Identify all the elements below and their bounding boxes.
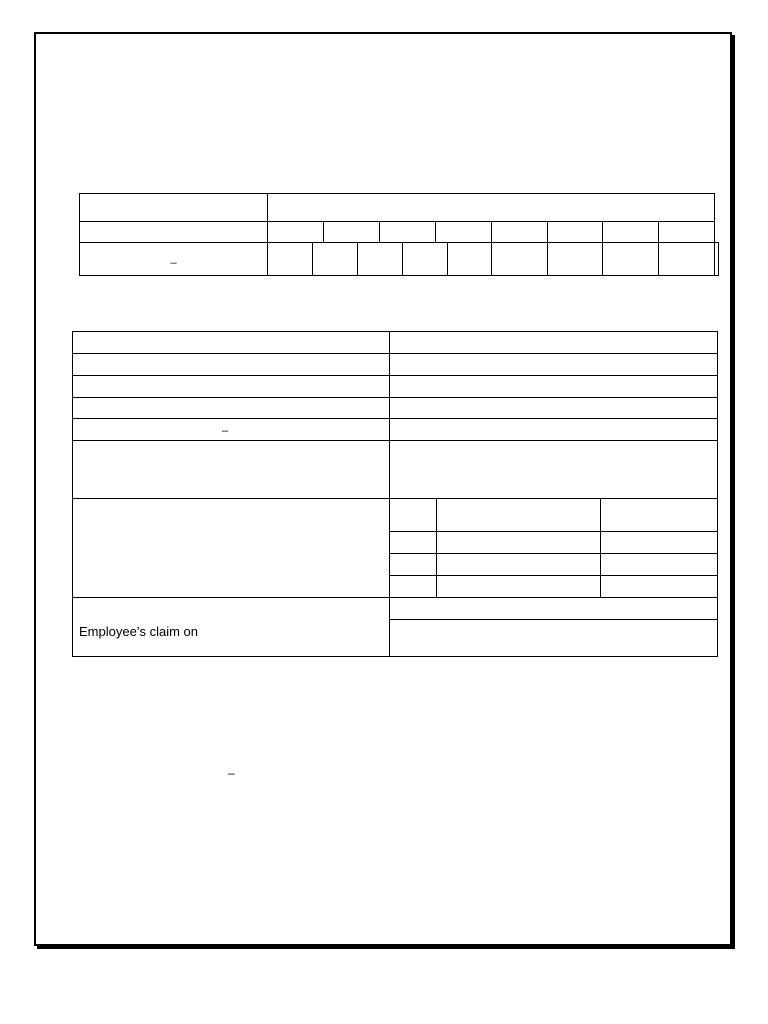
t2-sub-r4-c2 <box>437 576 601 598</box>
t1-r3-box-2 <box>313 243 358 276</box>
t2-sub-r1-c2 <box>437 499 601 532</box>
t2-sub-r1-c1 <box>390 499 437 532</box>
t2-sub-r4-c1 <box>390 576 437 598</box>
t2-r6-value <box>390 441 718 499</box>
t2-r3-label <box>73 376 390 398</box>
t1-r2-label-cell <box>80 222 268 243</box>
t2-sub-r1-c3 <box>601 499 718 532</box>
t1-r2-box-2 <box>324 222 380 243</box>
t2-sub-r2-c3 <box>601 532 718 554</box>
t2-r7-label <box>73 499 390 598</box>
t2-sub-r2-c1 <box>390 532 437 554</box>
t2-sub-r3-c3 <box>601 554 718 576</box>
details-table <box>72 331 718 657</box>
t1-r2-box-3 <box>380 222 436 243</box>
t2-r1-value <box>390 332 718 354</box>
t2-r5-label <box>73 419 390 441</box>
t1-r3-box-5 <box>448 243 492 276</box>
dash-mark: – <box>170 257 177 269</box>
t1-r3-box-6 <box>492 243 548 276</box>
t1-r2-box-4 <box>436 222 492 243</box>
t1-r3-box-4 <box>403 243 448 276</box>
employee-claim-label: Employee’s claim on <box>73 598 390 657</box>
t2-sub-r2-c2 <box>437 532 601 554</box>
t1-r1-value-cell <box>268 194 715 222</box>
t2-sub-r4-c3 <box>601 576 718 598</box>
t1-r3-box-7 <box>548 243 603 276</box>
t2-r1-label <box>73 332 390 354</box>
t2-claim-value-1 <box>390 598 718 620</box>
t2-sub-r3-c1 <box>390 554 437 576</box>
t1-r2-box-8 <box>659 222 715 243</box>
t2-r5-value <box>390 419 718 441</box>
t1-r1-label-cell <box>80 194 268 222</box>
t1-r2-box-7 <box>603 222 659 243</box>
t2-r6-label <box>73 441 390 499</box>
dash-mark: – <box>222 424 229 437</box>
dash-mark: – <box>228 766 235 780</box>
t1-r2-box-5 <box>492 222 548 243</box>
t2-r3-value <box>390 376 718 398</box>
t1-r3-box-3 <box>358 243 403 276</box>
t1-r3-box-8 <box>603 243 659 276</box>
t1-r3-box-9 <box>659 243 715 276</box>
t1-r3-label-cell <box>80 243 268 276</box>
t2-r2-value <box>390 354 718 376</box>
t2-claim-value-2 <box>390 620 718 657</box>
header-grid-table <box>79 193 719 276</box>
t1-r3-box-1 <box>268 243 313 276</box>
t1-r3-box-10 <box>715 243 719 276</box>
t2-r2-label <box>73 354 390 376</box>
t2-r4-value <box>390 398 718 419</box>
t1-r2-box-6 <box>548 222 603 243</box>
t1-r2-box-1 <box>268 222 324 243</box>
t2-r4-label <box>73 398 390 419</box>
t2-sub-r3-c2 <box>437 554 601 576</box>
